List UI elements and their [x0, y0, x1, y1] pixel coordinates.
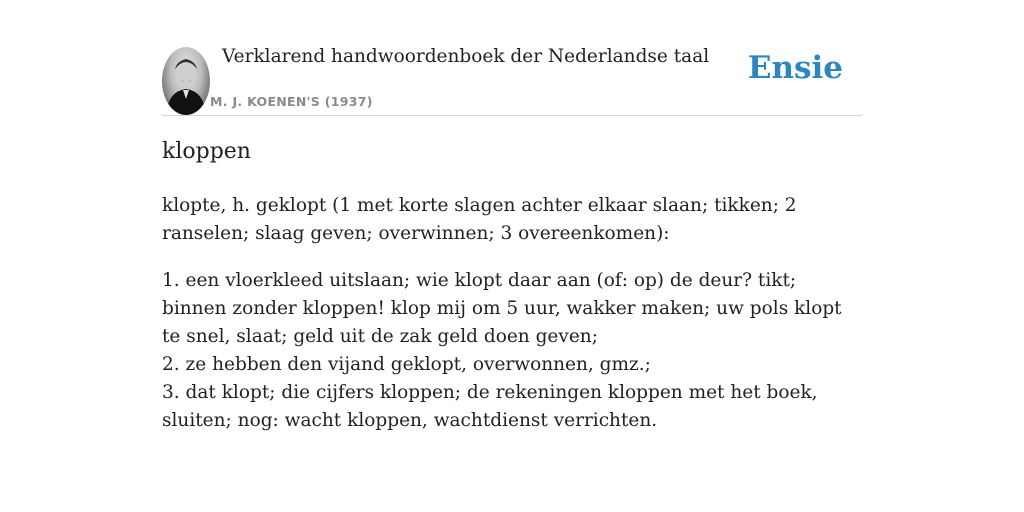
author-portrait-icon	[162, 47, 210, 115]
sense-item: 1. een vloerkleed uitslaan; wie klopt daar aan (of: op) de deur? tikt; binnen zonder kloppen! klop mij om 5 uur, wakker maken; uw pols klopt te snel, slaat; geld uit de zak geld doen geven;	[162, 270, 842, 347]
entry-headword: kloppen	[162, 139, 251, 164]
ensie-logo-link[interactable]: Ensie	[747, 50, 843, 86]
page	[162, 0, 862, 431]
header	[162, 0, 862, 116]
sense-item: 2. ze hebben den vijand geklopt, overwonnen, gmz.;	[162, 354, 651, 375]
book-subtitle: M. J. KOENEN'S (1937)	[210, 94, 373, 109]
book-title: Verklarend handwoordenboek der Nederlandse taal	[222, 46, 710, 67]
entry-senses	[162, 267, 862, 435]
sense-item: 3. dat klopt; die cijfers kloppen; de rekeningen kloppen met het boek, sluiten; nog: wacht kloppen, wachtdienst verrichten.	[162, 382, 818, 431]
entry-grammar-intro: klopte, h. geklopt (1 met korte slagen achter elkaar slaan; tikken; 2 ranselen; slaag geven; overwinnen; 3 overeenkomen):	[162, 195, 797, 244]
